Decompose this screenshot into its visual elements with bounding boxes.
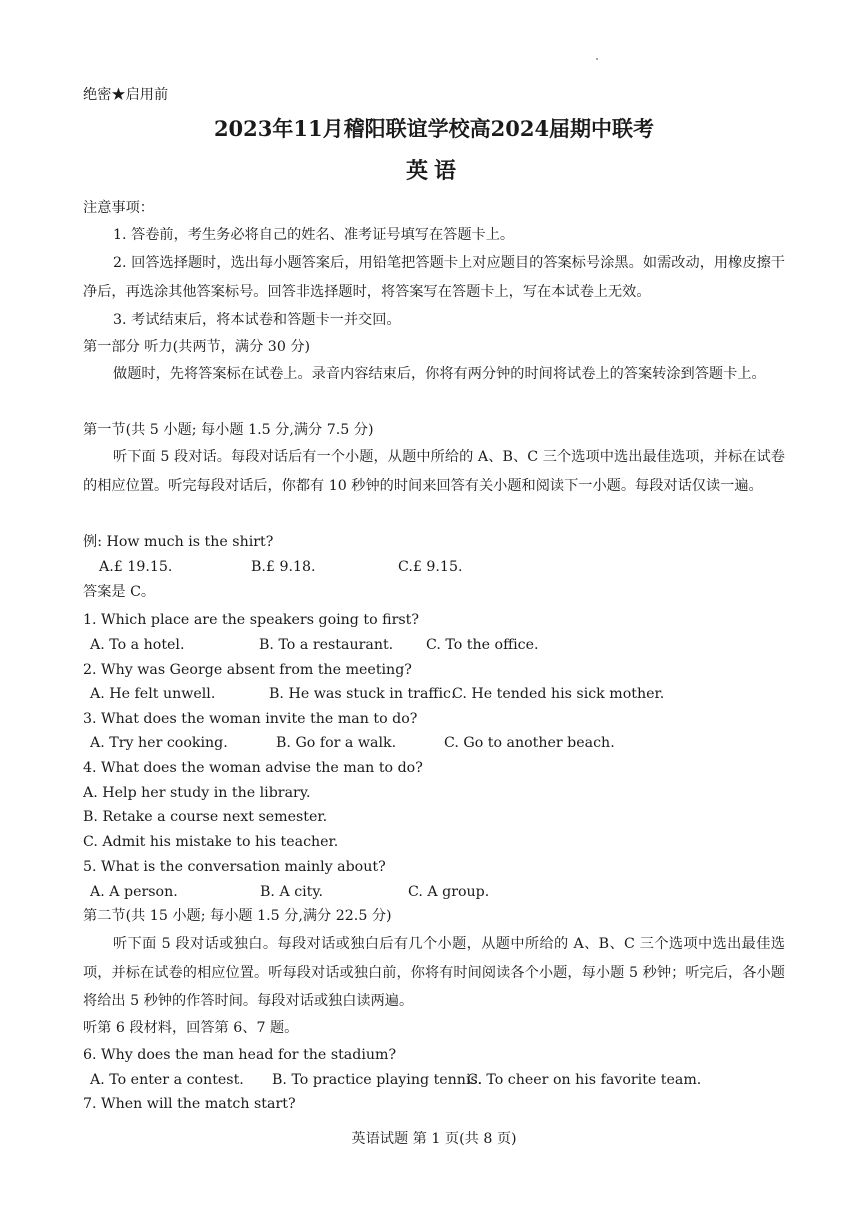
q3-option-c: C. Go to another beach.	[444, 735, 615, 751]
example-option-c: C.£ 9.15.	[398, 559, 463, 575]
section1-heading: 第一节(共 5 小题; 每小题 1.5 分,满分 7.5 分)	[83, 422, 374, 438]
question-3: 3. What does the woman invite the man to do?	[83, 711, 418, 727]
scan-speck	[596, 58, 598, 60]
q6-option-b: B. To practice playing tennis.	[272, 1072, 483, 1088]
q3-option-b: B. Go for a walk.	[276, 735, 397, 751]
example-option-a: A.£ 19.15.	[99, 559, 173, 575]
confidential-label: 绝密★启用前	[83, 87, 169, 103]
section2-instruction: 听下面 5 段对话或独白。每段对话或独白后有几个小题，从题中所给的 A、B、C 三个选项中选出最佳选项，并标在试卷的相应位置。听每段对话或独白前，你将有时间阅读各个小题，每小题 5 秒钟；听完后，各小题将给出 5 秒钟的作答时间。每段对话或独白读两遍。	[83, 936, 785, 1009]
q5-option-c: C. A group.	[408, 884, 490, 900]
question-4: 4. What does the woman advise the man to do?	[83, 760, 423, 776]
subject-title: 英语	[405, 158, 462, 184]
q5-option-a: A. A person.	[90, 884, 178, 900]
q2-option-c: C. He tended his sick mother.	[452, 686, 665, 702]
note-item-2: 2. 回答选择题时，选出每小题答案后，用铅笔把答题卡上对应题目的答案标号涂黑。如需改动，用橡皮擦干净后，再选涂其他答案标号。回答非选择题时，将答案写在答题卡上，写在本试卷上无效。	[83, 255, 785, 300]
q6-option-c: C. To cheer on his favorite team.	[467, 1072, 702, 1088]
q5-option-b: B. A city.	[260, 884, 324, 900]
example-option-b: B.£ 9.18.	[251, 559, 316, 575]
question-5: 5. What is the conversation mainly about?	[83, 859, 386, 875]
q2-option-a: A. He felt unwell.	[90, 686, 216, 702]
part1-heading: 第一部分 听力(共两节，满分 30 分)	[83, 339, 311, 355]
note-item-3: 3. 考试结束后，将本试卷和答题卡一并交回。	[113, 312, 401, 328]
page-footer: 英语试题 第 1 页(共 8 页)	[351, 1131, 517, 1147]
material-6-note: 听第 6 段材料，回答第 6、7 题。	[83, 1020, 299, 1036]
q1-option-c: C. To the office.	[426, 637, 539, 653]
question-2: 2. Why was George absent from the meeting?	[83, 662, 412, 678]
notes-heading: 注意事项：	[83, 200, 154, 216]
exam-title: 2023年11月稽阳联谊学校高2024届期中联考	[213, 116, 655, 141]
question-1: 1. Which place are the speakers going to first?	[83, 612, 419, 628]
q1-option-b: B. To a restaurant.	[259, 637, 394, 653]
note-item-1: 1. 答卷前，考生务必将自己的姓名、准考证号填写在答题卡上。	[113, 227, 515, 243]
q6-option-a: A. To enter a contest.	[90, 1072, 244, 1088]
question-6: 6. Why does the man head for the stadium?	[83, 1047, 397, 1063]
q2-option-b: B. He was stuck in traffic.	[269, 686, 456, 702]
q1-option-a: A. To a hotel.	[90, 637, 185, 653]
question-7: 7. When will the match start?	[83, 1096, 296, 1112]
example-answer: 答案是 C。	[83, 584, 156, 600]
q4-option-b: B. Retake a course next semester.	[83, 809, 328, 825]
q3-option-a: A. Try her cooking.	[90, 735, 228, 751]
part1-instruction: 做题时，先将答案标在试卷上。录音内容结束后，你将有两分钟的时间将试卷上的答案转涂到答题卡上。	[113, 366, 766, 382]
q4-option-a: A. Help her study in the library.	[83, 785, 311, 801]
section1-instruction: 听下面 5 段对话。每段对话后有一个小题，从题中所给的 A、B、C 三个选项中选出最佳选项，并标在试卷的相应位置。听完每段对话后，你都有 10 秒钟的时间来回答有关小题和阅读下一小题。每段对话仅读一遍。	[83, 449, 785, 494]
section2-heading: 第二节(共 15 小题; 每小题 1.5 分,满分 22.5 分)	[83, 908, 392, 924]
example-question: 例: How much is the shirt?	[83, 534, 274, 550]
q4-option-c: C. Admit his mistake to his teacher.	[83, 834, 339, 850]
